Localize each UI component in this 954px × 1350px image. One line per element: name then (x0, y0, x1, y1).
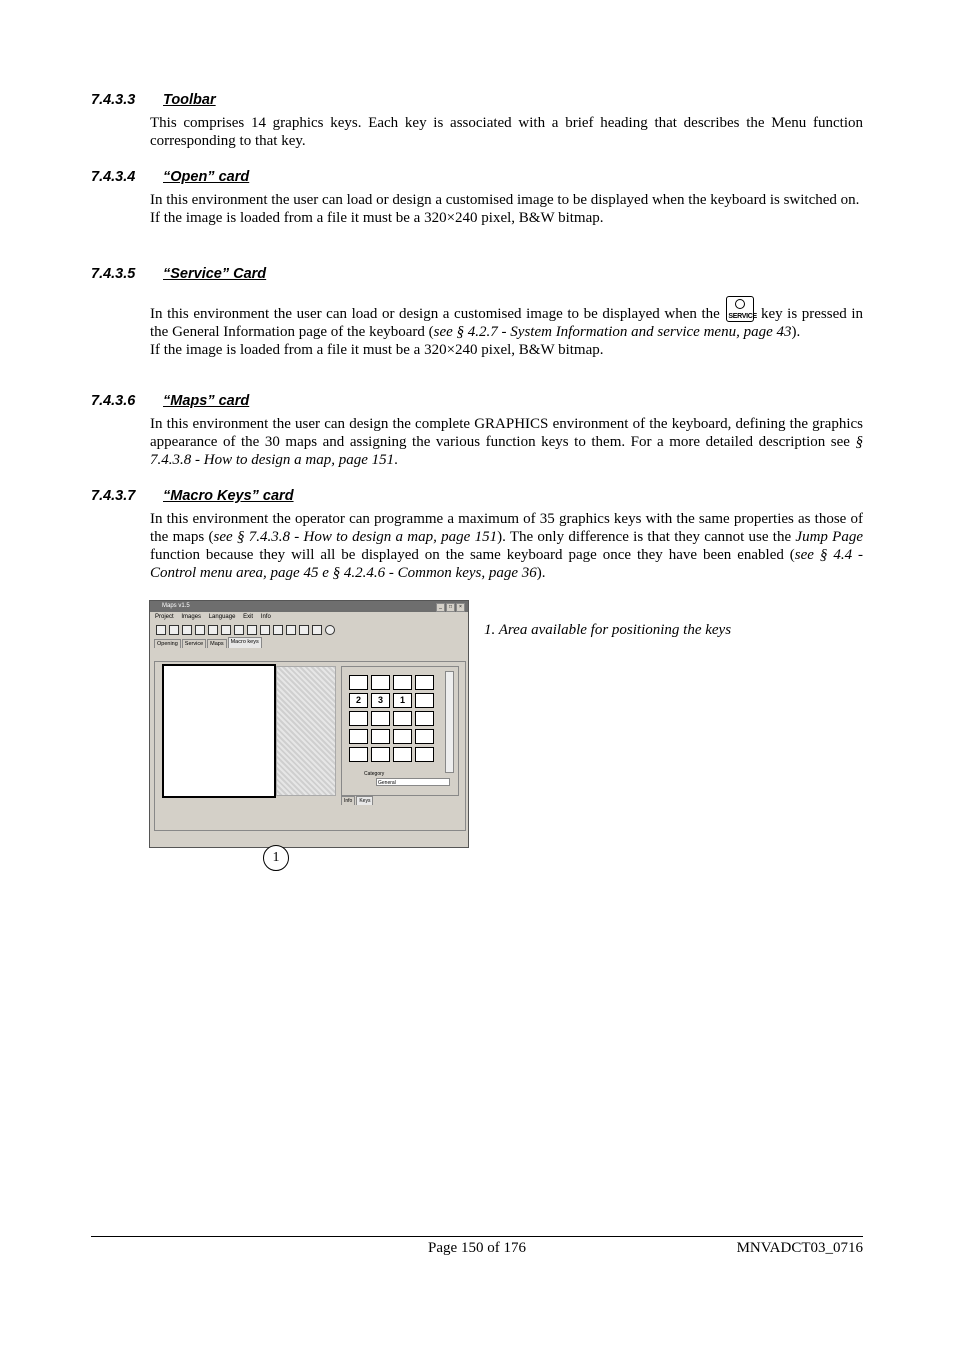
window-titlebar (150, 601, 468, 612)
paragraph: If the image is loaded from a file it must be a 320×240 pixel, B&W bitmap. (150, 342, 604, 358)
palette-grid (349, 675, 434, 762)
palette-tabs (341, 796, 374, 805)
delete-all-icon (286, 625, 296, 635)
section-title: “Open” card (163, 169, 250, 185)
keys-area (162, 664, 276, 798)
section-toolbar (91, 92, 863, 150)
toolbar (150, 622, 468, 638)
section-title: “Maps” card (163, 393, 250, 409)
print-icon (312, 625, 322, 635)
text-run: In this environment the operator can programme a maximum of 35 graphics keys with the same properties as those of the maps ( (150, 511, 863, 545)
close-button: × (456, 603, 465, 612)
category-label: Category (364, 771, 385, 777)
gallery-icon (221, 625, 231, 635)
paragraph: If the image is loaded from a file it must be a 320×240 pixel, B&W bitmap. (150, 210, 604, 226)
palette-key (415, 729, 434, 744)
paragraph: In this environment the user can load or design a customised image to be displayed when the keyboard is switched on. (150, 192, 860, 208)
save-icon (182, 625, 192, 635)
section-open-card (91, 169, 863, 227)
menu-images: Images (181, 614, 202, 620)
section-title: “Macro Keys” card (163, 488, 294, 504)
section-body (150, 415, 863, 469)
section-title: “Service” Card (163, 266, 267, 282)
menu-language: Language (208, 614, 236, 620)
section-heading (91, 169, 863, 187)
build-icon (208, 625, 218, 635)
tab-service: Service (182, 639, 206, 648)
palette-key: 3 (371, 693, 390, 708)
section-number: 7.4.3.5 (91, 266, 136, 282)
section-body (150, 114, 863, 150)
section-title: Toolbar (163, 92, 216, 108)
palette-key (393, 675, 412, 690)
palette-key (349, 711, 368, 726)
page-number: Page 150 of 176 (428, 1240, 526, 1256)
section-body (150, 296, 863, 359)
category-select: General (376, 778, 450, 786)
palette-scrollbar (445, 671, 454, 773)
palette-key (393, 729, 412, 744)
menu-exit: Exit (243, 614, 254, 620)
cross-reference: see § 4.4 - Control menu area, page 45 e § 4.2.4.6 - Common keys, page 36 (150, 547, 863, 581)
tab-macro-keys: Macro keys (228, 637, 262, 648)
footer-rule (91, 1236, 863, 1237)
section-heading (91, 92, 863, 110)
keyboard-icon (260, 625, 270, 635)
paragraph (150, 510, 863, 582)
section-service-card (91, 266, 863, 359)
palette-key: 1 (393, 693, 412, 708)
copy-icon (299, 625, 309, 635)
card-tabs (150, 638, 468, 648)
section-heading (91, 393, 863, 411)
palette-key (349, 729, 368, 744)
text-run: key is pressed in the General Information page of the keyboard ( (150, 306, 863, 340)
text-run: . (394, 452, 398, 468)
section-body (150, 191, 863, 227)
cross-reference: § 7.4.3.8 - How to design a map, page 151 (150, 434, 863, 468)
text-run: function because they will all be displayed on the same keyboard page once they have been enabled ( (150, 547, 795, 563)
palette-key (393, 711, 412, 726)
section-heading (91, 266, 863, 284)
text-run: ). The only difference is that they cannot use the (497, 529, 796, 545)
menu-bar (150, 612, 468, 622)
palette-key (415, 693, 434, 708)
section-heading (91, 488, 863, 506)
menu-project: Project (155, 614, 174, 620)
palette-key (393, 747, 412, 762)
emphasis: Jump Page (795, 529, 864, 545)
section-number: 7.4.3.7 (91, 488, 136, 504)
key-palette (341, 666, 459, 796)
unused-area (276, 666, 336, 796)
tab-keys: Keys (356, 796, 373, 805)
callout-marker: 1 (263, 845, 289, 871)
palette-key: 2 (349, 693, 368, 708)
paragraph (150, 415, 863, 469)
palette-key (371, 729, 390, 744)
palette-key (415, 747, 434, 762)
section-macro-keys-card (91, 488, 863, 582)
service-key-icon (726, 296, 757, 322)
palette-key (415, 675, 434, 690)
text-run: In this environment the user can load or design a customised image to be displayed when the (150, 306, 720, 322)
palette-key (371, 747, 390, 762)
tab-maps: Maps (207, 639, 226, 648)
palette-key (415, 711, 434, 726)
maps-app-screenshot (149, 600, 469, 865)
cross-reference: see § 7.4.3.8 - How to design a map, page 151 (213, 529, 498, 545)
menu-info: Info (260, 614, 271, 620)
palette-key (371, 711, 390, 726)
maximize-button: □ (446, 603, 455, 612)
section-number: 7.4.3.4 (91, 169, 136, 185)
service-icon-label: SERVICE (728, 313, 757, 320)
stop-icon (325, 625, 335, 635)
text-run: In this environment the user can design the complete GRAPHICS environment of the keyboard, defining the graphics appearance of the 30 maps and assigning the various function keys to them. For a more detailed description see (150, 416, 863, 450)
open-icon (169, 625, 179, 635)
paragraph: This comprises 14 graphics keys. Each key is associated with a brief heading that describes the Menu function corresponding to that key. (150, 115, 863, 149)
palette-key (371, 675, 390, 690)
tab-opening: Opening (154, 639, 181, 648)
section-number: 7.4.3.3 (91, 92, 136, 108)
paragraph (150, 296, 863, 341)
upload-icon (195, 625, 205, 635)
delete-icon (273, 625, 283, 635)
section-body (150, 510, 863, 582)
palette-key (349, 675, 368, 690)
section-maps-card (91, 393, 863, 469)
text-run: ). (791, 324, 801, 340)
new-icon (156, 625, 166, 635)
section-number: 7.4.3.6 (91, 393, 136, 409)
pages-icon (247, 625, 257, 635)
work-area (154, 661, 466, 865)
palette-key (349, 747, 368, 762)
screen-icon (234, 625, 244, 635)
minimize-button: _ (436, 603, 445, 612)
tab-info: Info (341, 796, 355, 805)
figure-caption: 1. Area available for positioning the keys (484, 622, 732, 638)
cross-reference: see § 4.2.7 - System Information and service menu, page 43 (433, 324, 792, 340)
document-code: MNVADCT03_0716 (736, 1240, 863, 1256)
window-title: Maps v1.5 (162, 603, 190, 609)
text-run: ). (536, 565, 546, 581)
